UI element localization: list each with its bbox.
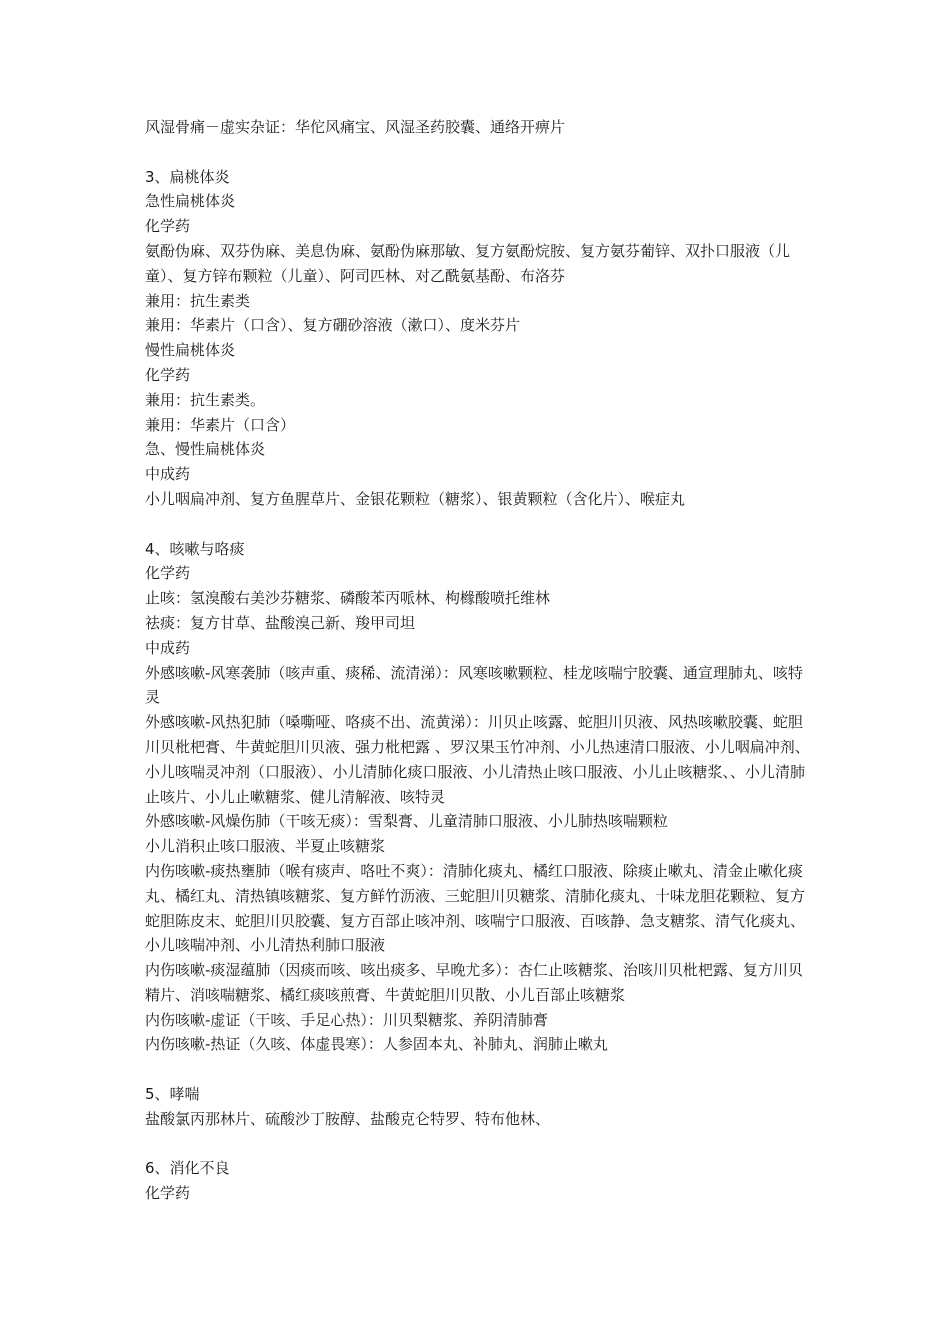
text-line: 兼用：华素片（口含） bbox=[145, 415, 296, 434]
text-line: 盐酸氯丙那林片、硫酸沙丁胺醇、盐酸克仑特罗、特布他林、 bbox=[145, 1109, 551, 1128]
subsection-heading: 急、慢性扁桃体炎 bbox=[145, 440, 266, 459]
text-line: 外感咳嗽-风寒袭肺（咳声重、痰稀、流清涕）：风寒咳嗽颗粒、桂龙咳喘宁胶囊、通宣理肺丸、咳特灵 bbox=[145, 663, 803, 707]
text-line: 祛痰：复方甘草、盐酸溴己新、羧甲司坦 bbox=[145, 613, 416, 632]
document-body bbox=[145, 115, 817, 1206]
category-label: 化学药 bbox=[145, 217, 191, 236]
text-line: 风湿骨痛－虚实杂证：华佗风痛宝、风湿圣药胶囊、通络开痹片 bbox=[145, 118, 566, 136]
text-line: 外感咳嗽-风燥伤肺（干咳无痰）：雪梨膏、儿童清肺口服液、小儿肺热咳喘颗粒 bbox=[145, 812, 668, 831]
text-line: 内伤咳嗽-痰热壅肺（喉有痰声、咯吐不爽）：清肺化痰丸、橘红口服液、除痰止嗽丸、清金止嗽化痰丸、橘红丸、清热镇咳糖浆、复方鲜竹沥液、三蛇胆川贝糖浆、清肺化痰丸、十味龙胆花颗粒、复方蛇胆陈皮末、蛇胆川贝胶囊、复方百部止咳冲剂、咳喘宁口服液、百咳静、急支糖浆、清气化痰丸、小儿咳喘冲剂、小儿清热利肺口服液 bbox=[145, 861, 806, 955]
subsection-heading: 慢性扁桃体炎 bbox=[145, 341, 236, 360]
blank-line bbox=[145, 512, 817, 537]
text-line: 兼用：抗生素类 bbox=[145, 291, 251, 310]
text-line: 止咳：氢溴酸右美沙芬糖浆、磷酸苯丙哌林、枸橼酸喷托维林 bbox=[145, 589, 551, 608]
text-line: 兼用：抗生素类。 bbox=[145, 390, 266, 409]
category-label: 化学药 bbox=[145, 564, 191, 583]
blank-line bbox=[145, 1132, 817, 1157]
category-label: 中成药 bbox=[145, 465, 191, 484]
category-label: 中成药 bbox=[145, 638, 191, 657]
text-line: 外感咳嗽-风热犯肺（嗓嘶哑、咯痰不出、流黄涕）：川贝止咳露、蛇胆川贝液、风热咳嗽胶囊、蛇胆川贝枇杷膏、牛黄蛇胆川贝液、强力枇杷露 、罗汉果玉竹冲剂、小儿热速清口服液、小儿咽扁冲剂、小儿咳喘灵冲剂（口服液）、小儿清肺化痰口服液、小儿清热止咳口服液、小儿止咳糖浆、、小儿清肺止咳片、小儿止嗽糖浆、健儿清解液、咳特灵 bbox=[145, 713, 810, 806]
text-line: 内伤咳嗽-虚证（干咳、手足心热）：川贝梨糖浆、养阴清肺膏 bbox=[145, 1010, 548, 1029]
subsection-heading: 急性扁桃体炎 bbox=[145, 192, 236, 211]
text-line: 内伤咳嗽-热证（久咳、体虚畏寒）：人参固本丸、补肺丸、润肺止嗽丸 bbox=[145, 1035, 608, 1054]
text-line: 氨酚伪麻、双芬伪麻、美息伪麻、氨酚伪麻那敏、复方氨酚烷胺、复方氨芬葡锌、双扑口服液（儿童）、复方锌布颗粒（儿童）、阿司匹林、对乙酰氨基酚、布洛芬 bbox=[145, 241, 791, 285]
section-heading: 4、咳嗽与咯痰 bbox=[145, 539, 245, 558]
category-label: 化学药 bbox=[145, 1184, 191, 1203]
text-line: 小儿咽扁冲剂、复方鱼腥草片、金银花颗粒（糖浆）、银黄颗粒（含化片）、喉症丸 bbox=[145, 489, 686, 508]
text-line: 小儿消积止咳口服液、半夏止咳糖浆 bbox=[145, 837, 386, 856]
category-label: 化学药 bbox=[145, 365, 191, 384]
blank-line bbox=[145, 140, 817, 165]
section-heading: 5、哮喘 bbox=[145, 1085, 200, 1104]
text-line: 内伤咳嗽-痰湿蕴肺（因痰而咳、咳出痰多、早晚尤多）：杏仁止咳糖浆、治咳川贝枇杷露、复方川贝精片、消咳喘糖浆、橘红痰咳煎膏、牛黄蛇胆川贝散、小儿百部止咳糖浆 bbox=[145, 961, 803, 1004]
blank-line bbox=[145, 1057, 817, 1082]
section-heading: 6、消化不良 bbox=[145, 1159, 230, 1178]
text-line: 兼用：华素片（口含）、复方硼砂溶液（漱口）、度米芬片 bbox=[145, 316, 521, 335]
section-heading: 3、扁桃体炎 bbox=[145, 167, 230, 186]
